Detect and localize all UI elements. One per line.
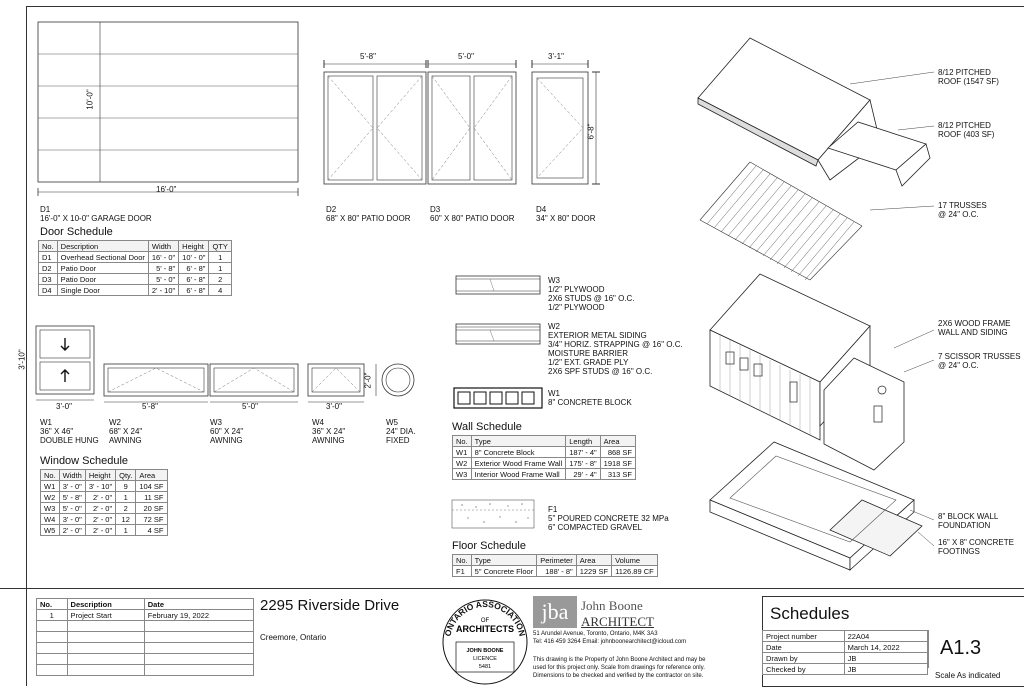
w4-type: AWNING [312, 436, 345, 445]
d4-desc: 34" X 80" DOOR [536, 214, 596, 223]
roof2-label-l1: 8/12 PITCHED [938, 121, 991, 130]
w2-wall-l3: MOISTURE BARRIER [548, 349, 629, 358]
firm-note-1: This drawing is the Property of John Boone Architect and may be [533, 657, 706, 663]
w3-size: 60" X 24" [210, 427, 244, 436]
w1-tag: W1 [40, 418, 52, 427]
w4-tag: W4 [312, 418, 324, 427]
table-row [37, 621, 254, 632]
exploded-axonometric [690, 30, 940, 585]
w2-wall-l2: 3/4" HORIZ. STRAPPING @ 16" O.C. [548, 340, 683, 349]
w3-type: AWNING [210, 436, 243, 445]
firm-name: John Boone [581, 598, 643, 613]
table-row [37, 665, 254, 676]
window-elevations [30, 322, 430, 412]
trusses-label-l2: @ 24" O.C. [938, 210, 979, 219]
w4-size: 36" X 24" [312, 427, 346, 436]
d2-desc: 68" X 80" PATIO DOOR [326, 214, 411, 223]
w5-type: FIXED [386, 436, 410, 445]
table-row: W2 Exterior Wood Frame Wall 175' - 8" 1918 SF [453, 458, 636, 469]
table-row: W2 5' - 8" 2' - 0" 1 11 SF [41, 492, 168, 503]
w1-wall-l1: 8" CONCRETE BLOCK [548, 398, 632, 407]
d4-width-dim: 3'-1" [548, 52, 564, 61]
w3-wall-l3: 1/2" PLYWOOD [548, 303, 605, 312]
scissor-label-l2: @ 24" O.C. [938, 361, 979, 370]
w2-wall-l5: 2X6 SPF STUDS @ 16" O.C. [548, 367, 653, 376]
d3-width-dim: 5'-0" [458, 52, 474, 61]
f1-floor-tag: F1 [548, 505, 558, 514]
table-row: Checked by JB [763, 664, 928, 675]
sheet-number: A1.3 [940, 637, 982, 659]
f1-floor-l2: 6" COMPACTED GRAVEL [548, 523, 643, 532]
firm-note-3: Dimensions to be checked and verified by the contractor on site. [533, 673, 704, 679]
seal-mid-text: ARCHITECTS [456, 624, 514, 634]
project-city: Creemore, Ontario [260, 633, 327, 642]
w2-size: 68" X 24" [109, 427, 143, 436]
walls-label-l1: 2X6 WOOD FRAME [938, 319, 1011, 328]
table-row: Drawn by JB [763, 653, 928, 664]
project-address: 2295 Riverside Drive [260, 597, 400, 614]
architect-seal [438, 592, 532, 686]
d4-tag: D4 [536, 205, 547, 214]
col-header: Description [57, 241, 148, 252]
w3-width-dim: 5'-0" [242, 402, 258, 411]
walls-label-l2: WALL AND SIDING [938, 328, 1008, 337]
d1-width-dim: 16'-0" [156, 185, 177, 194]
sheet-info-table [762, 630, 928, 675]
sheet-scale: Scale As indicated [935, 671, 1001, 680]
firm-role: ARCHITECT [581, 614, 654, 629]
roof2-label-l2: ROOF (403 SF) [938, 130, 995, 139]
d4-height-dim: 6'-8" [586, 123, 596, 140]
table-row: W5 2' - 0" 2' - 0" 1 4 SF [41, 525, 168, 536]
w3-wall-tag: W3 [548, 276, 560, 285]
table-row: W4 3' - 0" 2' - 0" 12 72 SF [41, 514, 168, 525]
floor-schedule-title: Floor Schedule [452, 540, 526, 552]
w5-tag: W5 [386, 418, 398, 427]
d1-height-dim: 10'-0" [85, 89, 95, 110]
col-header: Height [179, 241, 209, 252]
w2-wall-tag: W2 [548, 322, 560, 331]
w2-tag: W2 [109, 418, 121, 427]
door-schedule-table [38, 240, 232, 296]
w4-width-dim: 3'-0" [326, 402, 342, 411]
col-header: QTY [209, 241, 231, 252]
w1-height-dim: 3'-10" [17, 349, 27, 370]
footing-label-l1: 16" X 8" CONCRETE [938, 538, 1014, 547]
w5-height-dim: 2'-0" [363, 372, 373, 389]
w3-wall-l1: 1/2" PLYWOOD [548, 285, 605, 294]
d1-tag: D1 [40, 205, 51, 214]
window-schedule-table: No. Width Height Qty. Area W1 3' - 0" 3' - 10" 9 104 SF W2 5' - 8" 2' - 0" 1 11 SF W3 5' - 0" 2' - 0" 2 20 SF W4 3' - 0" 2' - 0" 12 72 SF W5 2' - 0" 2' - 0" 1 4 SF [40, 469, 168, 536]
f1-floor-l1: 5" POURED CONCRETE 32 MPa [548, 514, 669, 523]
d2-tag: D2 [326, 205, 337, 214]
firm-logo: jba [533, 596, 577, 628]
w1-size: 36" X 46" [40, 427, 74, 436]
window-schedule-title: Window Schedule [40, 455, 129, 467]
w2-type: AWNING [109, 436, 142, 445]
d2-width-dim: 5'-8" [360, 52, 376, 61]
w1-type: DOUBLE HUNG [40, 436, 99, 445]
table-row: D4 Single Door 2' - 10" 6' - 8" 4 [39, 285, 232, 296]
table-row: F1 5" Concrete Floor 188' - 8" 1229 SF 1126.89 CF [453, 566, 658, 577]
table-row [37, 654, 254, 665]
d1-desc: 16'-0" X 10-0" GARAGE DOOR [40, 214, 152, 223]
table-row: W1 8" Concrete Block 187' - 4" 868 SF [453, 447, 636, 458]
sheet-title: Schedules [770, 604, 850, 623]
door-elevations [30, 20, 610, 200]
seal-name-text: JOHN BOONE [466, 648, 504, 654]
wall-type-sections [450, 270, 550, 420]
block-label-l2: FOUNDATION [938, 521, 991, 530]
floor-schedule-table: No. Type Perimeter Area Volume F1 5" Concrete Floor 188' - 8" 1229 SF 1126.89 CF [452, 554, 658, 577]
trusses-label-l1: 17 TRUSSES [938, 201, 987, 210]
firm-address: 51 Arundel Avenue, Toronto, Ontario, M4K 3A3 [533, 631, 658, 637]
table-row: W3 Interior Wood Frame Wall 29' - 4" 313 SF [453, 469, 636, 480]
revision-table: No. Description Date 1 Project Start February 19, 2022 [36, 598, 254, 676]
col-header: No. [39, 241, 58, 252]
block-label-l1: 8" BLOCK WALL [938, 512, 999, 521]
firm-contact: Tel: 416 459 3264 Email: johnboonearchitect@icloud.com [533, 639, 687, 645]
w3-wall-l2: 2X6 STUDS @ 16" O.C. [548, 294, 635, 303]
table-row: W1 3' - 0" 3' - 10" 9 104 SF [41, 481, 168, 492]
w5-size: 24" DIA. [386, 427, 416, 436]
floor-type-section [450, 496, 540, 532]
w2-wall-l1: EXTERIOR METAL SIDING [548, 331, 647, 340]
table-row: Date March 14, 2022 [763, 642, 928, 653]
w2-width-dim: 5'-8" [142, 402, 158, 411]
w1-width-dim: 3'-0" [56, 402, 72, 411]
table-row: W3 5' - 0" 2' - 0" 2 20 SF [41, 503, 168, 514]
table-row: D3 Patio Door 5' - 0" 6' - 8" 2 [39, 274, 232, 285]
table-row: 1 Project Start February 19, 2022 [37, 610, 254, 621]
table-row [37, 632, 254, 643]
seal-licence-text: LICENCE [473, 656, 497, 662]
wall-schedule-title: Wall Schedule [452, 421, 522, 433]
door-schedule-title: Door Schedule [40, 226, 113, 238]
scissor-label-l1: 7 SCISSOR TRUSSES [938, 352, 1021, 361]
wall-schedule-table: No. Type Length Area W1 8" Concrete Block 187' - 4" 868 SF W2 Exterior Wood Frame Wall 175' - 8" 1918 SF W3 Interior Wood Frame Wall 29' - 4" 313 SF [452, 435, 636, 480]
seal-top-text: ONTARIO ASSOCIATION [442, 598, 528, 638]
footing-label-l2: FOOTINGS [938, 547, 980, 556]
roof1-label-l2: ROOF (1547 SF) [938, 77, 999, 86]
seal-of-text: OF [480, 618, 490, 624]
col-header: Width [148, 241, 178, 252]
w2-wall-l4: 1/2" EXT. GRADE PLY [548, 358, 629, 367]
d3-desc: 60" X 80" PATIO DOOR [430, 214, 515, 223]
roof1-label-l1: 8/12 PITCHED [938, 68, 991, 77]
w3-tag: W3 [210, 418, 222, 427]
seal-number-text: 5481 [478, 664, 492, 670]
table-row: D1 Overhead Sectional Door 16' - 0" 10' - 0" 1 [39, 252, 232, 263]
firm-note-2: used for this project only. Scale from drawings for reference only. [533, 665, 705, 671]
table-row: Project number 22A04 [763, 631, 928, 642]
table-row [37, 643, 254, 654]
w1-wall-tag: W1 [548, 389, 560, 398]
table-row: D2 Patio Door 5' - 8" 6' - 8" 1 [39, 263, 232, 274]
d3-tag: D3 [430, 205, 441, 214]
